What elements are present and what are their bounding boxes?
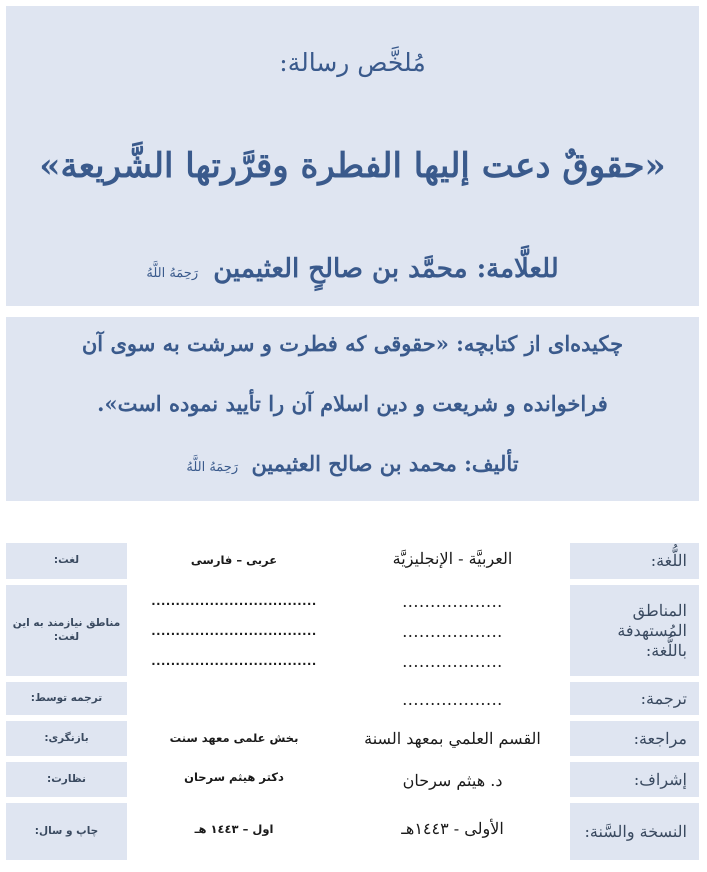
ar-label-review: مراجعة: (570, 721, 699, 756)
fa-label-edition: چاپ و سال: (6, 803, 127, 860)
summary-author-label: تألیف: (464, 451, 519, 476)
summary-author-name: محمد بن صالح العثیمین (251, 451, 457, 476)
summary-line-1: چکیده‌ای از کتابچه: «حقوقی که فطرت و سرشت به سوی آن (81, 331, 624, 356)
summary-panel (6, 317, 699, 501)
ar-value-review: القسم العلمي بمعهد السنة (364, 729, 541, 748)
summary-line-2: فراخوانده و شریعت و دین اسلام آن را تأیید نموده است». (97, 391, 608, 416)
ar-value-regions-2: .................. (402, 622, 503, 641)
fa-value-supervision: دکتر هیثم سرحان (184, 770, 284, 784)
ar-value-supervision: د. هيثم سرحان (402, 771, 503, 790)
fa-label-translation: ترجمه توسط: (6, 682, 127, 715)
ar-value-language: العربيَّة - الإنجليزيَّة (392, 549, 513, 568)
ar-label-translation: ترجمة: (570, 682, 699, 715)
fa-value-review: بخش علمی معهد سنت (169, 731, 299, 745)
fa-label-supervision: نظارت: (6, 762, 127, 797)
header-panel (6, 6, 699, 306)
fa-value-edition: اول – ١٤٤٣ هـ (194, 822, 274, 836)
ar-value-translation: .................. (402, 690, 503, 709)
fa-label-review: بازنگری: (6, 721, 127, 756)
fa-label-regions: مناطق نیازمند به این لغت: (6, 585, 127, 676)
author-label: للعلَّامة: (476, 254, 559, 284)
ar-label-supervision: إشراف: (570, 762, 699, 797)
summary-honorific: رَحِمَهُ اللَّهُ (186, 460, 239, 475)
fa-value-regions-1: .................................. (151, 594, 317, 608)
fa-value-regions-2: .................................. (151, 624, 317, 638)
book-title: «حقوقٌ دعت إليها الفطرة وقرَّرتها الشَّريعة» (39, 146, 666, 186)
summary-author-line (6, 451, 699, 476)
author-name: محمَّد بن صالحٍ العثيمين (213, 254, 468, 284)
honorific: رَحِمَهُ اللَّهُ (146, 266, 199, 281)
fa-label-language: لغت: (6, 543, 127, 579)
ar-value-regions-3: .................. (402, 652, 503, 671)
fa-value-language: عربی – فارسی (190, 553, 278, 567)
author-line (6, 254, 699, 284)
ar-label-language: اللُّغة: (570, 543, 699, 579)
subtitle: مُلخَّص رسالة: (279, 48, 426, 77)
fa-value-regions-3: .................................. (151, 654, 317, 668)
ar-label-regions: المناطق المُستهدفة باللُّغة: (570, 585, 699, 676)
ar-label-edition: النسخة والسَّنة: (570, 803, 699, 860)
ar-value-edition: الأولى - ١٤٤٣هـ (401, 819, 504, 838)
ar-value-regions-1: .................. (402, 592, 503, 611)
